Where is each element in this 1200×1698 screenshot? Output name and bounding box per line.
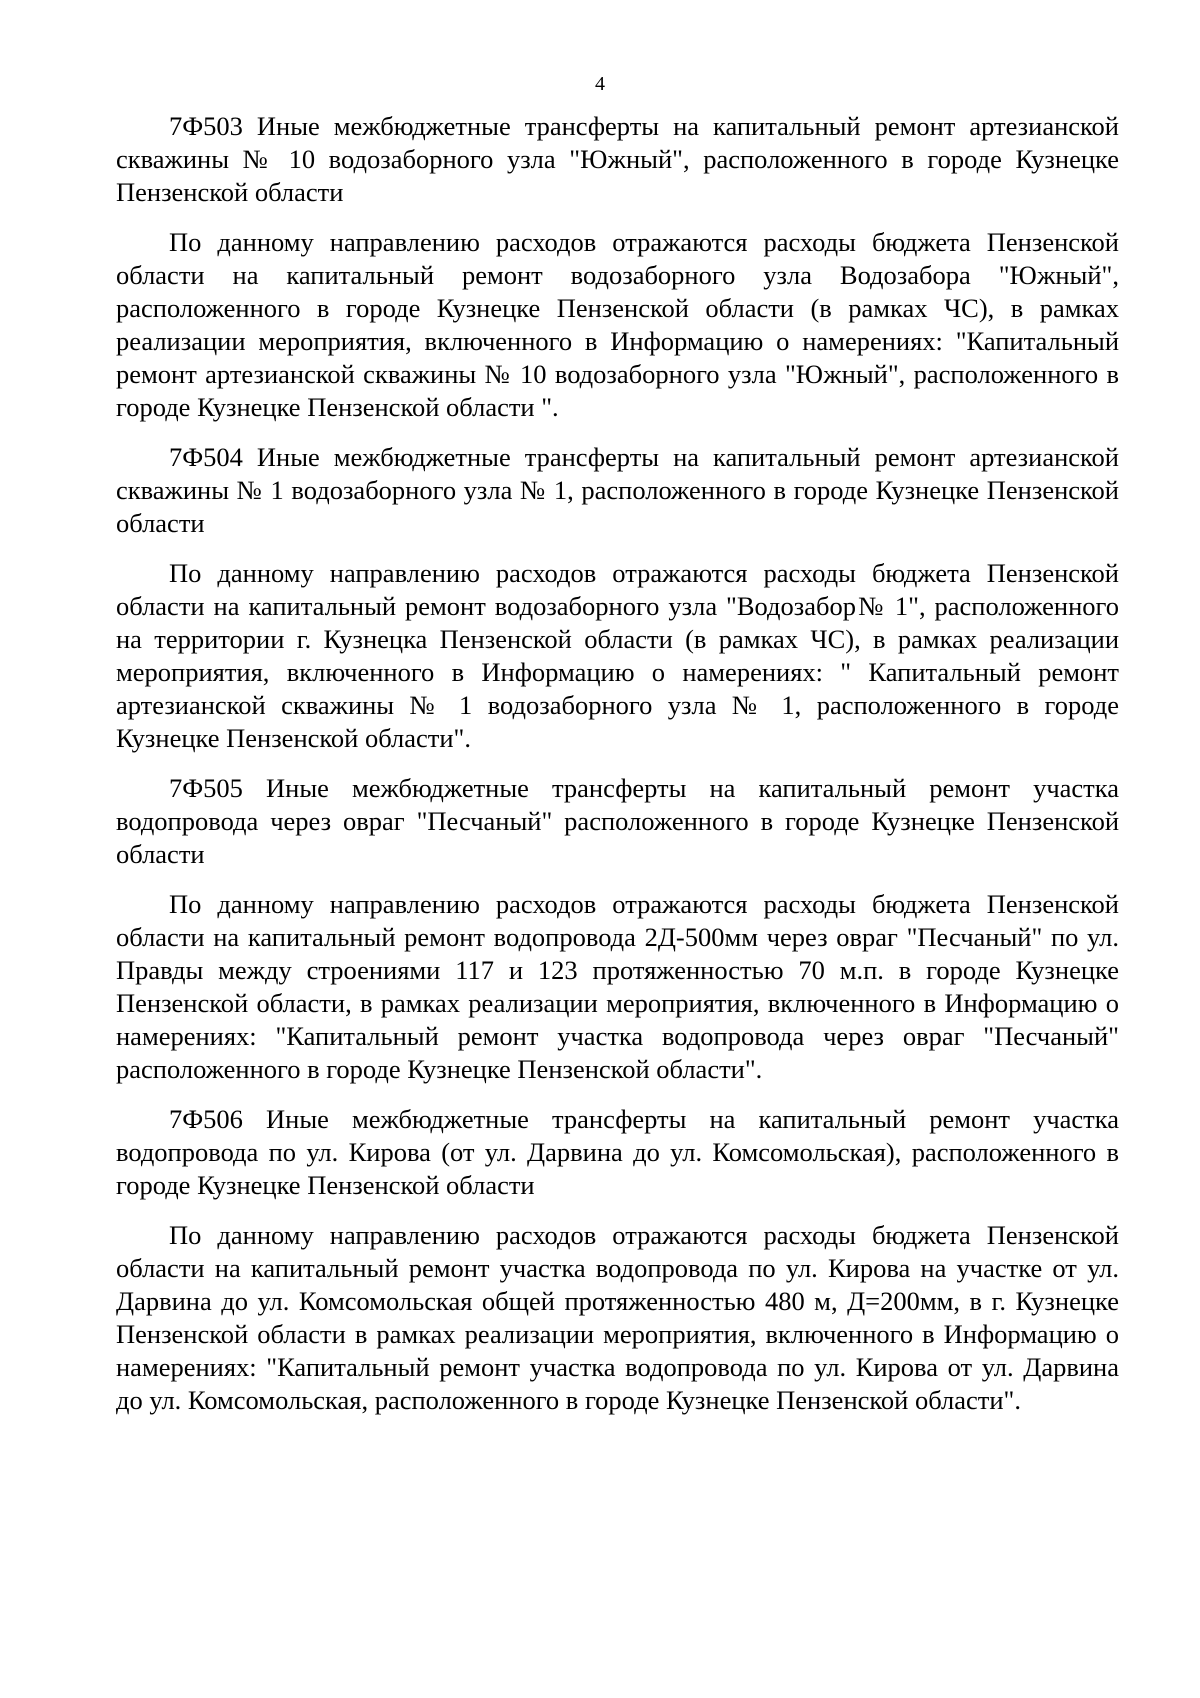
section-description-7f506: По данному направлению расходов отражаются расходы бюджета Пензенской области на капитальный ремонт участка водопровода по ул. Кирова на участке от ул. Дарвина до ул. Комсомольская общей протяженностью 480 м, Д=200мм, в г. Кузнецке Пензенской области в рамках реализации мероприятия, включенного в Информацию о намерениях: "Капитальный ремонт участка водопровода по ул. Кирова от ул. Дарвина до ул. Комсомольская, расположенного в городе Кузнецке Пензенской области". <box>116 1220 1119 1415</box>
section-description-7f505: По данному направлению расходов отражаются расходы бюджета Пензенской области на капитальный ремонт водопровода 2Д-500мм через овраг "Песчаный" по ул. Правды между строениями 117 и 123 протяженностью 70 м.п. в городе Кузнецке Пензенской области, в рамках реализации мероприятия, включенного в Информацию о намерениях: "Капитальный ремонт участка водопровода через овраг "Песчаный" расположенного в городе Кузнецке Пензенской области". <box>116 889 1119 1084</box>
document-body <box>116 110 1119 1434</box>
section-heading-7f505: 7Ф505 Иные межбюджетные трансферты на капитальный ремонт участка водопровода через овраг "Песчаный" расположенного в городе Кузнецке Пензенской области <box>116 773 1119 869</box>
section-heading-7f503: 7Ф503 Иные межбюджетные трансферты на капитальный ремонт артезианской скважины № 10 водозаборного узла "Южный", расположенного в городе Кузнецке Пензенской области <box>116 111 1119 207</box>
section-heading-7f506: 7Ф506 Иные межбюджетные трансферты на капитальный ремонт участка водопровода по ул. Кирова (от ул. Дарвина до ул. Комсомольская), расположенного в городе Кузнецке Пензенской области <box>116 1104 1119 1200</box>
section-description-7f503: По данному направлению расходов отражаются расходы бюджета Пензенской области на капитальный ремонт водозаборного узла Водозабора "Южный", расположенного в городе Кузнецке Пензенской области (в рамках ЧС), в рамках реализации мероприятия, включенного в Информацию о намерениях: "Капитальный ремонт артезианской скважины № 10 водозаборного узла "Южный", расположенного в городе Кузнецке Пензенской области ". <box>116 227 1119 422</box>
page-number: 4 <box>595 73 605 95</box>
section-heading-7f504: 7Ф504 Иные межбюджетные трансферты на капитальный ремонт артезианской скважины № 1 водозаборного узла № 1, расположенного в городе Кузнецке Пензенской области <box>116 442 1119 538</box>
section-description-7f504: По данному направлению расходов отражаются расходы бюджета Пензенской области на капитальный ремонт водозаборного узла "Водозабор№ 1", расположенного на территории г. Кузнецка Пензенской области (в рамках ЧС), в рамках реализации мероприятия, включенного в Информацию о намерениях: " Капитальный ремонт артезианской скважины № 1 водозаборного узла № 1, расположенного в городе Кузнецке Пензенской области". <box>116 558 1119 753</box>
